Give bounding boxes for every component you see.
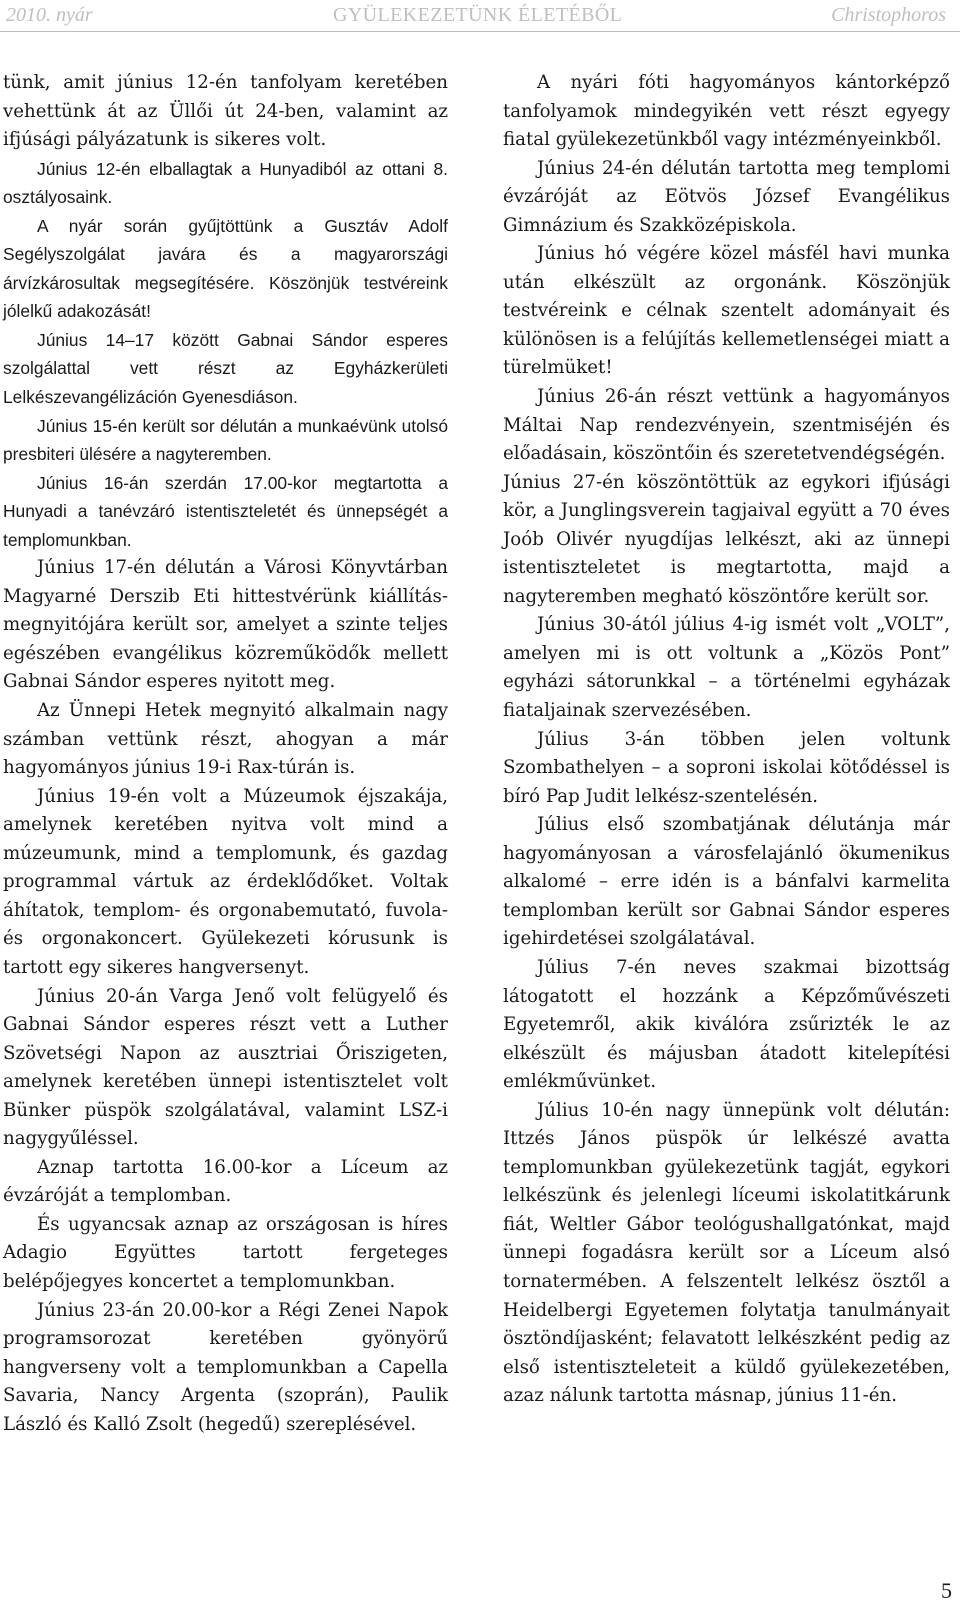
paragraph: Június 27-én köszöntöttük az egykori ifjúsági kör, a Junglingsverein tagjaival együtt a 70 éves Joób Olivér nyugdíjas lelkészt, aki az ünnepi istentiszteletet is megtartotta, majd a nagyteremben megható köszöntőre került sor.: [503, 471, 950, 607]
paragraph: Június 23-án 20.00-kor a Régi Zenei Napok programsorozat keretében gyönyörű hangverseny volt a templomunkban a Capella Savaria, Nancy Argenta (szoprán), Paulik László és Kalló Zsolt (hegedű) szereplésével.: [3, 1299, 448, 1435]
running-header: [0, 0, 960, 32]
right-column: [503, 69, 950, 1411]
paragraph: Július első szombatjának délutánja már hagyományosan a városfelajánló ökumenikus alkalomé – erre idén is a bánfalvi karmelita templomban került sor Gabnai Sándor esperes igehirdetései szolgálatával.: [503, 814, 950, 950]
left-column: [3, 69, 448, 1439]
page-number: 5: [941, 1578, 952, 1603]
header-issue-date: 2010. nyár: [6, 4, 93, 26]
paragraph: Július 3-án többen jelen voltunk Szombathelyen – a soproni iskolai kötődéssel is bíró Pap Judit lelkész-szentelésén.: [503, 728, 950, 807]
paragraph: Aznap tartotta 16.00-kor a Líceum az évzáróját a templomban.: [3, 1156, 448, 1207]
paragraph: Június 24-én délután tartotta meg templomi évzáróját az Eötvös József Evangélikus Gimnázium és Szakközépiskola.: [503, 157, 950, 236]
header-rule: [0, 31, 960, 32]
paragraph: Június 30-ától július 4-ig ismét volt „VOLT”, amelyen mi is ott voltunk a „Közös Pont” egyházi sátorunkkal – a történelmi egyházak fiataljainak szervezésében.: [503, 614, 950, 722]
header-section-title: GYÜLEKEZETÜNK ÉLETÉBŐL: [333, 4, 623, 26]
paragraph: Június 14–17 között Gabnai Sándor esperes szolgálattal vett részt az Egyházkerületi Lelkészevangélizáción Gyenesdiáson.: [3, 329, 448, 408]
paragraph: Június 12-én elballagtak a Hunyadiból az ottani 8. osztályosaink.: [3, 158, 448, 208]
paragraph: Június 19-én volt a Múzeumok éjszakája, amelynek keretében nyitva volt mind a múzeumunk, mind a templomunk, és gazdag programmal vártuk az érdeklődőket. Voltak áhítatok, templom- és orgonabemutató, fuvola- és orgonakoncert. Gyülekezeti kórusunk is tartott egy sikeres hangversenyt.: [3, 785, 448, 978]
paragraph: Június 20-án Varga Jenő volt felügyelő és Gabnai Sándor esperes részt vett a Luther Szövetségi Napon az ausztriai Őriszigeten, amelynek keretében ünnepi istentisztelet volt Bünker püspök szolgálatával, valamint LSZ-i nagygyűléssel.: [3, 985, 448, 1150]
paragraph: Július 7-én neves szakmai bizottság látogatott el hozzánk a Képzőművészeti Egyetemről, akik kiválóra zsűrizték le az elkészült és májusban átadott kitelepítési emlékművünket.: [503, 956, 950, 1093]
paragraph: Június 17-én délután a Városi Könyvtárban Magyarné Derszib Eti hittestvérünk kiállítás-megnyitójára került sor, amelyet a szinte teljes egészében evangélikus közreműködők mellett Gabnai Sándor esperes nyitott meg.: [3, 557, 448, 693]
paragraph: tünk, amit június 12-én tanfolyam keretében vehettünk át az Üllői út 24-ben, valamint az ifjúsági pályázatunk is sikeres volt.: [3, 72, 448, 151]
paragraph: Június 26-án részt vettünk a hagyományos Máltai Nap rendezvényein, szentmiséjén és előadásain, köszöntőin és szeretetvendégségén.: [503, 386, 950, 465]
paragraph: Július 10-én nagy ünnepünk volt délután: Ittzés János püspök úr lelkészé avatta templomunkban gyülekezetünk tagját, egykori lelkészünk és jelenlegi líceumi iskolatitkárunk fiát, Weltler Gábor teológushallgatónkat, majd ünnepi fogadásra került sor a Líceum alsó tornatermében. A felszentelt lelkész ösztől a Heidelbergi Egyetemen folytatja tanulmányait ösztöndíjasként; felavatott lelkészként pedig az első istentiszteleteit a küldő gyülekezetében, azaz nálunk tartotta másnap, június 11-én.: [503, 1099, 950, 1407]
paragraph: A nyár során gyűjtöttünk a Gusztáv Adolf Segélyszolgálat javára és a magyarországi árvízkárosultak megsegítésére. Köszönjük testvéreink jólelkű adakozását!: [3, 215, 448, 322]
header-publication-name: Christophoros: [831, 4, 946, 26]
paragraph: Június 16-án szerdán 17.00-kor megtartotta a Hunyadi a tanévzáró istentiszteletét és ünnepségét a templomunkban.: [3, 472, 448, 550]
paragraph: Június hó végére közel másfél havi munka után elkészült az orgonánk. Köszönjük testvéreink e célnak szentelt adományait és különösen is a felújítás kellemetlenségei miatt a türelmüket!: [503, 243, 950, 379]
paragraph: És ugyancsak aznap az országosan is híres Adagio Együttes tartott fergeteges belépőjegyes koncertet a templomunkban.: [3, 1213, 448, 1292]
paragraph: Június 15-én került sor délután a munkaévünk utolsó presbiteri ülésére a nagyteremben.: [3, 415, 448, 465]
paragraph: A nyári fóti hagyományos kántorképző tanfolyamok mindegyikén vett részt egyegy fiatal gyülekezetünkből vagy intézményeinkből.: [503, 72, 950, 151]
paragraph: Az Ünnepi Hetek megnyitó alkalmain nagy számban vettünk részt, ahogyan a már hagyományos június 19-i Rax-túrán is.: [3, 700, 448, 779]
